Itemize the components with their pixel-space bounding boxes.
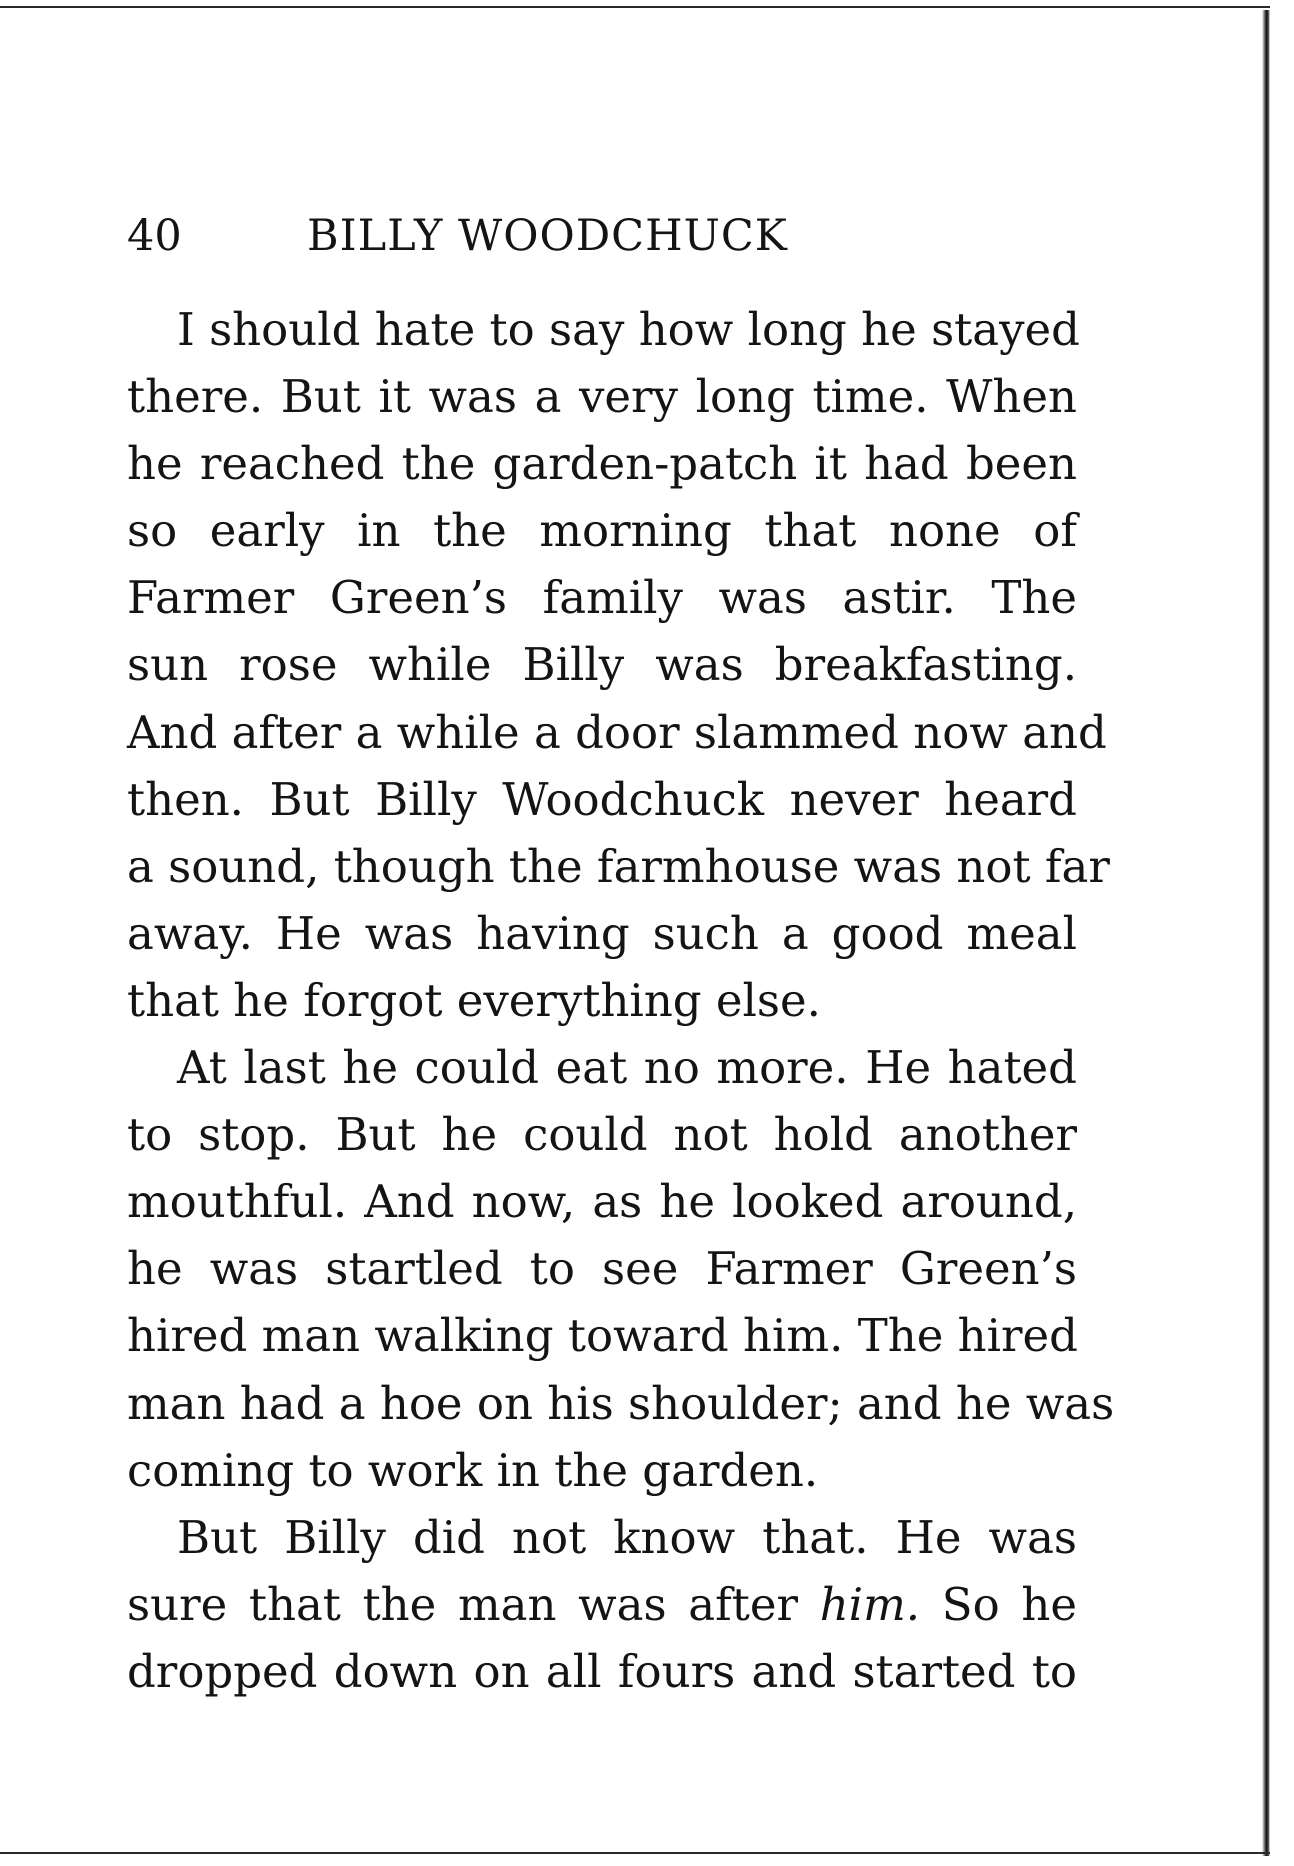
running-head <box>127 206 967 266</box>
text-line: At last he could eat no more. He hated <box>177 1041 1077 1095</box>
text-line: sun rose while Billy was breakfasting. <box>127 638 1077 692</box>
text-line: there. But it was a very long time. When <box>127 370 1077 424</box>
text-line: then. But Billy Woodchuck never heard <box>127 772 1077 826</box>
paragraph-1 <box>127 296 1110 1034</box>
text-line: hired man walking toward him. The hired <box>127 1309 1078 1363</box>
text-line: man had a hoe on his shoulder; and he was <box>127 1376 1115 1430</box>
text-line: a sound, though the farmhouse was not far <box>127 839 1110 893</box>
binding-edge <box>1262 10 1270 1856</box>
text-line: dropped down on all fours and started to <box>127 1644 1077 1698</box>
text-line: he was startled to see Farmer Green’s <box>127 1242 1077 1296</box>
body-text <box>127 296 1115 1705</box>
text-line: But Billy did not know that. He was <box>177 1510 1077 1564</box>
scan-top-edge <box>0 6 1270 8</box>
paragraph-3 <box>127 1504 1077 1705</box>
text-line: that he forgot everything else. <box>127 973 821 1027</box>
text-line: he reached the garden-patch it had been <box>127 437 1077 491</box>
text-segment: sure that the man was after <box>127 1577 820 1631</box>
text-line: Farmer Green’s family was astir. The <box>127 571 1077 625</box>
text-line: to stop. But he could not hold another <box>127 1108 1077 1162</box>
text-line-with-italic <box>127 1571 1077 1638</box>
text-line: I should hate to say how long he stayed <box>177 303 1080 356</box>
text-line: coming to work in the garden. <box>127 1443 819 1497</box>
text-line: mouthful. And now, as he looked around, <box>127 1175 1077 1229</box>
scan-bottom-edge <box>0 1852 1270 1854</box>
page-number: 40 <box>127 211 182 261</box>
text-line: so early in the morning that none of <box>127 504 1077 558</box>
text-segment: So he <box>920 1577 1077 1631</box>
text-line: And after a while a door slammed now and <box>127 705 1107 759</box>
book-title: BILLY WOODCHUCK <box>307 211 788 261</box>
italic-word: him. <box>819 1577 921 1631</box>
paragraph-2 <box>127 1034 1115 1504</box>
text-line: away. He was having such a good meal <box>127 906 1077 960</box>
